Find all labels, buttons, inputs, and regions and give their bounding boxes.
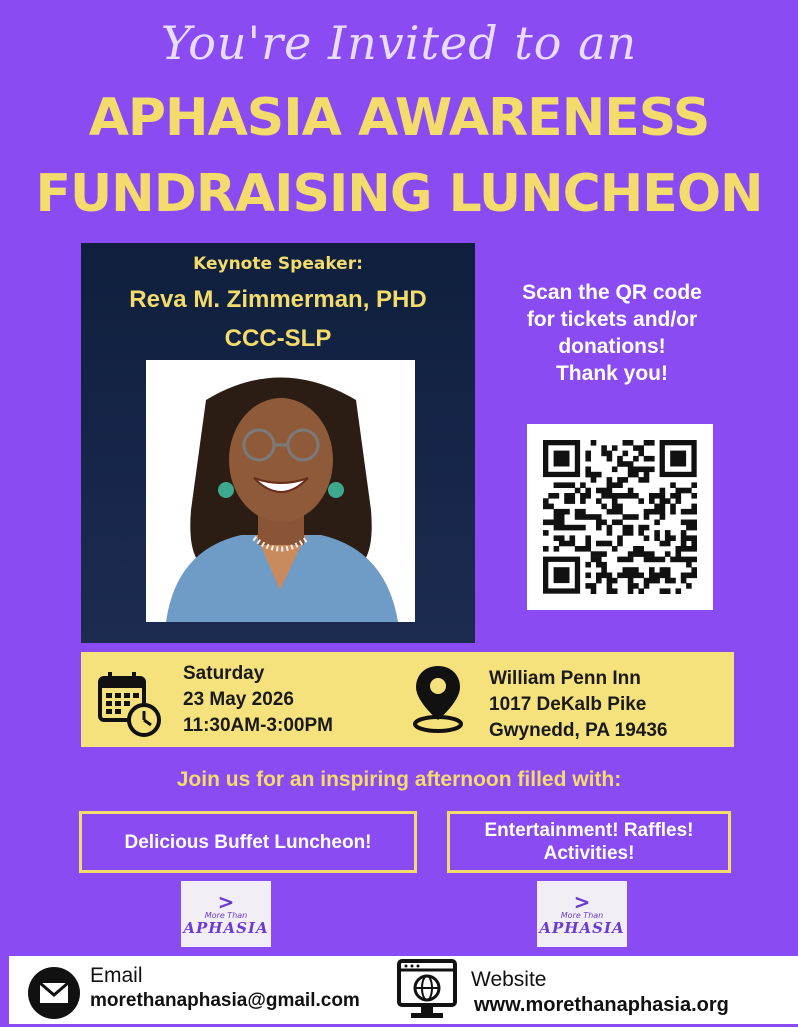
scan-instructions xyxy=(486,279,738,387)
event-day: Saturday xyxy=(183,663,265,684)
highlight-entertainment-line1: Entertainment! Raffles! xyxy=(484,820,694,841)
email-label: Email xyxy=(90,964,143,987)
website-label: Website xyxy=(471,968,547,991)
scan-line3: donations! xyxy=(558,335,666,358)
calendar-clock-icon xyxy=(96,670,164,746)
logo-small-text: More Than xyxy=(204,910,248,920)
venue-city: Gwynedd, PA 19436 xyxy=(489,720,668,741)
event-datetime xyxy=(183,661,333,739)
event-time: 11:30AM-3:00PM xyxy=(183,715,333,736)
logo-arrow: > xyxy=(217,889,235,914)
scan-line4: Thank you! xyxy=(555,362,668,385)
speaker-photo xyxy=(146,360,415,622)
website-url[interactable]: www.morethanaphasia.org xyxy=(474,994,729,1016)
logo-big-text: APHASIA xyxy=(539,918,625,937)
speaker-name: Reva M. Zimmerman, PHD xyxy=(129,286,427,313)
email-address[interactable]: morethanaphasia@gmail.com xyxy=(90,990,360,1011)
email-icon xyxy=(27,966,81,1024)
event-venue xyxy=(489,666,667,744)
keynote-label: Keynote Speaker: xyxy=(193,254,363,274)
highlight-buffet xyxy=(79,811,417,873)
more-than-aphasia-logo xyxy=(181,881,271,947)
qr-code[interactable] xyxy=(527,424,713,610)
event-title-line1: APHASIA AWARENESS xyxy=(88,88,710,148)
scan-line1: Scan the QR code xyxy=(522,281,702,304)
highlight-buffet-text: Delicious Buffet Luncheon! xyxy=(124,831,372,853)
highlight-entertainment xyxy=(447,811,731,873)
logo-small-text: More Than xyxy=(560,910,604,920)
logo-arrow: > xyxy=(573,889,591,914)
speaker-credentials: CCC-SLP xyxy=(224,325,332,352)
event-date: 23 May 2026 xyxy=(183,689,294,710)
highlight-entertainment-line2: Activities! xyxy=(543,843,635,864)
scan-line2: for tickets and/or xyxy=(526,308,698,331)
location-pin-icon xyxy=(410,662,466,738)
join-heading: Join us for an inspiring afternoon filled with: xyxy=(176,768,622,791)
event-title-line2: FUNDRAISING LUNCHEON xyxy=(35,164,763,224)
venue-street: 1017 DeKalb Pike xyxy=(489,694,647,715)
website-computer-icon xyxy=(396,957,458,1027)
invite-heading: You're Invited to an xyxy=(160,16,638,70)
venue-name: William Penn Inn xyxy=(489,668,641,689)
more-than-aphasia-logo xyxy=(537,881,627,947)
logo-big-text: APHASIA xyxy=(183,918,269,937)
